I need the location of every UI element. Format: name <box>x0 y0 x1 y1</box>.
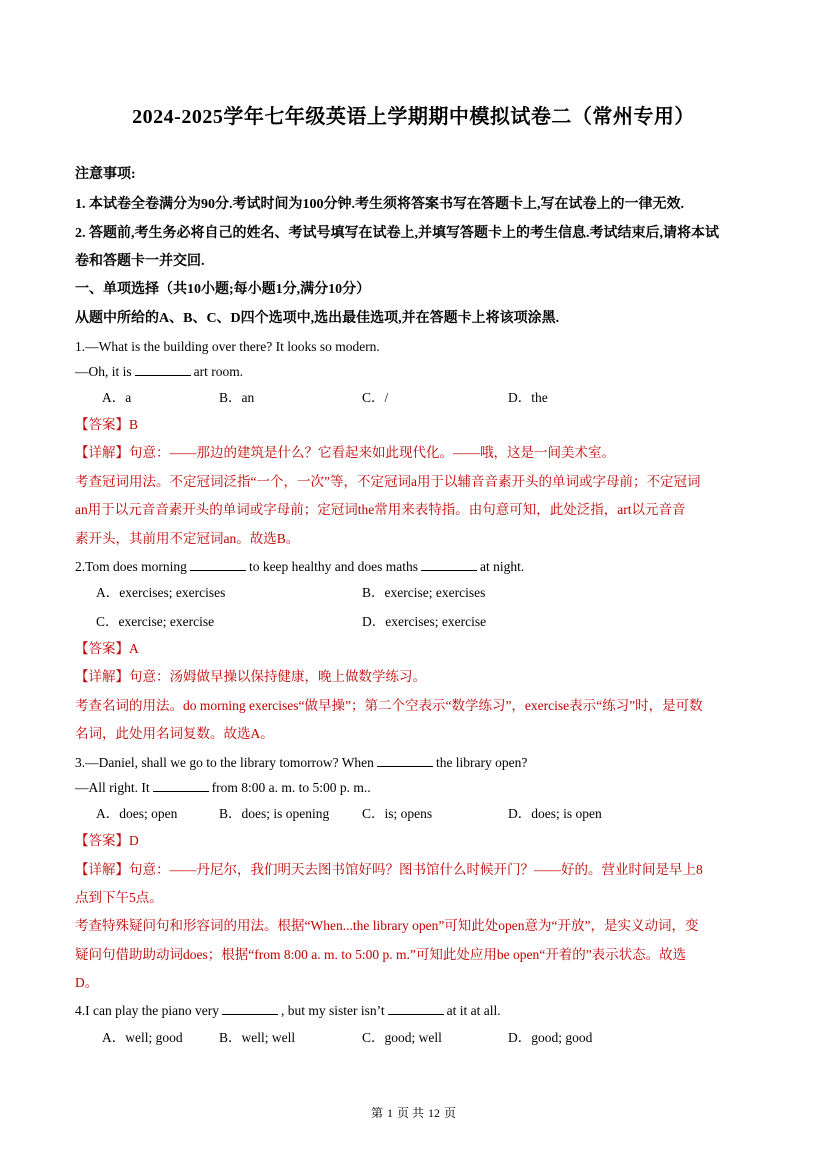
q3-stem-line-1 <box>75 754 527 772</box>
q2-explain-3: 名词，此处用名词复数。故选A。 <box>75 726 274 741</box>
q3-blank-1 <box>377 754 433 767</box>
q2-option-a: A．exercises; exercises <box>96 585 226 600</box>
q3-option-b: B．does; is opening <box>219 806 330 821</box>
q1-stem-line-1: 1.—What is the building over there? It looks so modern. <box>75 339 380 354</box>
q1-option-d: D．the <box>508 390 548 405</box>
q3-explain-3: 考查特殊疑问句和形容词的用法。根据“When...the library open”可知此处open意为“开放”，是实义动词，变 <box>75 918 699 933</box>
q2-answer: 【答案】A <box>75 641 139 656</box>
q1-option-a: A．a <box>102 390 132 405</box>
q4-option-a: A．well; good <box>102 1030 183 1045</box>
q4-stem-line-1 <box>75 1002 501 1020</box>
notice-item-1: 1. 本试卷全卷满分为90分.考试时间为100分钟.考生须将答案书写在答题卡上,写在试卷上的一律无效. <box>75 197 684 212</box>
q2-text-c: at night. <box>480 559 525 574</box>
q1-answer: 【答案】B <box>75 417 139 432</box>
q3-text-b: the library open? <box>435 755 528 770</box>
q3-stem-line-2 <box>75 779 371 797</box>
q1-stem-line-2 <box>75 363 243 381</box>
q2-explain-1: 【详解】句意：汤姆做早操以保持健康，晚上做数学练习。 <box>75 669 426 684</box>
q3-text-c: —All right. It <box>75 780 150 795</box>
q1-text-a: —Oh, it is <box>75 364 132 379</box>
q2-blank-1 <box>190 558 246 571</box>
q2-option-c: C．exercise; exercise <box>96 614 215 629</box>
notice-heading: 注意事项: <box>75 167 136 182</box>
q2-blank-2 <box>421 558 477 571</box>
section-heading: 一、单项选择（共10小题;每小题1分,满分10分） <box>75 282 371 297</box>
notice-item-2-line-1: 2. 答题前,考生务必将自己的姓名、考试号填写在试卷上,并填写答题卡上的考生信息.考试结束后,请将本试 <box>75 226 719 241</box>
q1-explain-4: 素开头，其前用不定冠词an。故选B。 <box>75 531 300 546</box>
q4-option-c: C．good; well <box>362 1030 442 1045</box>
q4-blank-2 <box>388 1002 444 1015</box>
q2-stem-line-1 <box>75 558 524 576</box>
q1-explain-2: 考查冠词用法。不定冠词泛指“一个，一次”等，不定冠词a用于以辅音音素开头的单词或字母前；不定冠词 <box>75 474 701 489</box>
footer-page-number: 1 <box>386 1106 393 1120</box>
q4-option-b: B．well; well <box>219 1030 296 1045</box>
page-footer <box>0 1104 827 1121</box>
q3-option-c: C．is; opens <box>362 806 433 821</box>
q3-explain-4: 疑问句借助助动词does；根据“from 8:00 a. m. to 5:00 p. m.”可知此处应用be open“开着的”表示状态。故选 <box>75 947 687 962</box>
q2-option-b: B．exercise; exercises <box>362 585 486 600</box>
footer-suffix: 页 <box>444 1106 457 1120</box>
q1-blank <box>135 363 191 376</box>
q3-text-d: from 8:00 a. m. to 5:00 p. m.. <box>211 780 371 795</box>
section-instruction: 从题中所给的A、B、C、D四个选项中,选出最佳选项,并在答题卡上将该项涂黑. <box>75 311 560 326</box>
q1-explain-1: 【详解】句意：——那边的建筑是什么？它看起来如此现代化。——哦，这是一间美术室。 <box>75 445 615 460</box>
q1-explain-3: an用于以元音音素开头的单词或字母前；定冠词the常用来表特指。由句意可知，此处泛指，art以元音音 <box>75 502 686 517</box>
q1-option-c: C．/ <box>362 390 389 405</box>
q1-text-b: art room. <box>193 364 244 379</box>
q3-explain-1: 【详解】句意：——丹尼尔，我们明天去图书馆好吗？图书馆什么时候开门？——好的。营业时间是早上8 <box>75 862 703 877</box>
q3-answer: 【答案】D <box>75 833 139 848</box>
q1-option-b: B．an <box>219 390 255 405</box>
q3-explain-2: 点到下午5点。 <box>75 890 163 905</box>
q3-text-a: 3.—Daniel, shall we go to the library tomorrow? When <box>75 755 374 770</box>
q4-text-b: , but my sister isn’t <box>280 1003 385 1018</box>
q2-text-b: to keep healthy and does maths <box>248 559 419 574</box>
q4-text-a: 4.I can play the piano very <box>75 1003 219 1018</box>
notice-item-2-line-2: 卷和答题卡一并交回. <box>75 254 205 269</box>
q3-blank-2 <box>153 779 209 792</box>
q2-explain-2: 考查名词的用法。do morning exercises“做早操”；第二个空表示“数学练习”，exercise表示“练习”时，是可数 <box>75 698 703 713</box>
q3-option-a: A．does; open <box>96 806 178 821</box>
q3-explain-5: D。 <box>75 975 99 990</box>
q3-option-d: D．does; is open <box>508 806 602 821</box>
q4-blank-1 <box>222 1002 278 1015</box>
q4-text-c: at it at all. <box>446 1003 501 1018</box>
q2-option-d: D．exercises; exercise <box>362 614 487 629</box>
footer-prefix: 第 <box>370 1106 383 1120</box>
footer-total-pages: 12 <box>428 1106 440 1120</box>
q2-text-a: 2.Tom does morning <box>75 559 187 574</box>
page-title: 2024-2025学年七年级英语上学期期中模拟试卷二（常州专用） <box>132 106 695 128</box>
q4-option-d: D．good; good <box>508 1030 593 1045</box>
footer-mid: 页 共 <box>396 1106 424 1120</box>
